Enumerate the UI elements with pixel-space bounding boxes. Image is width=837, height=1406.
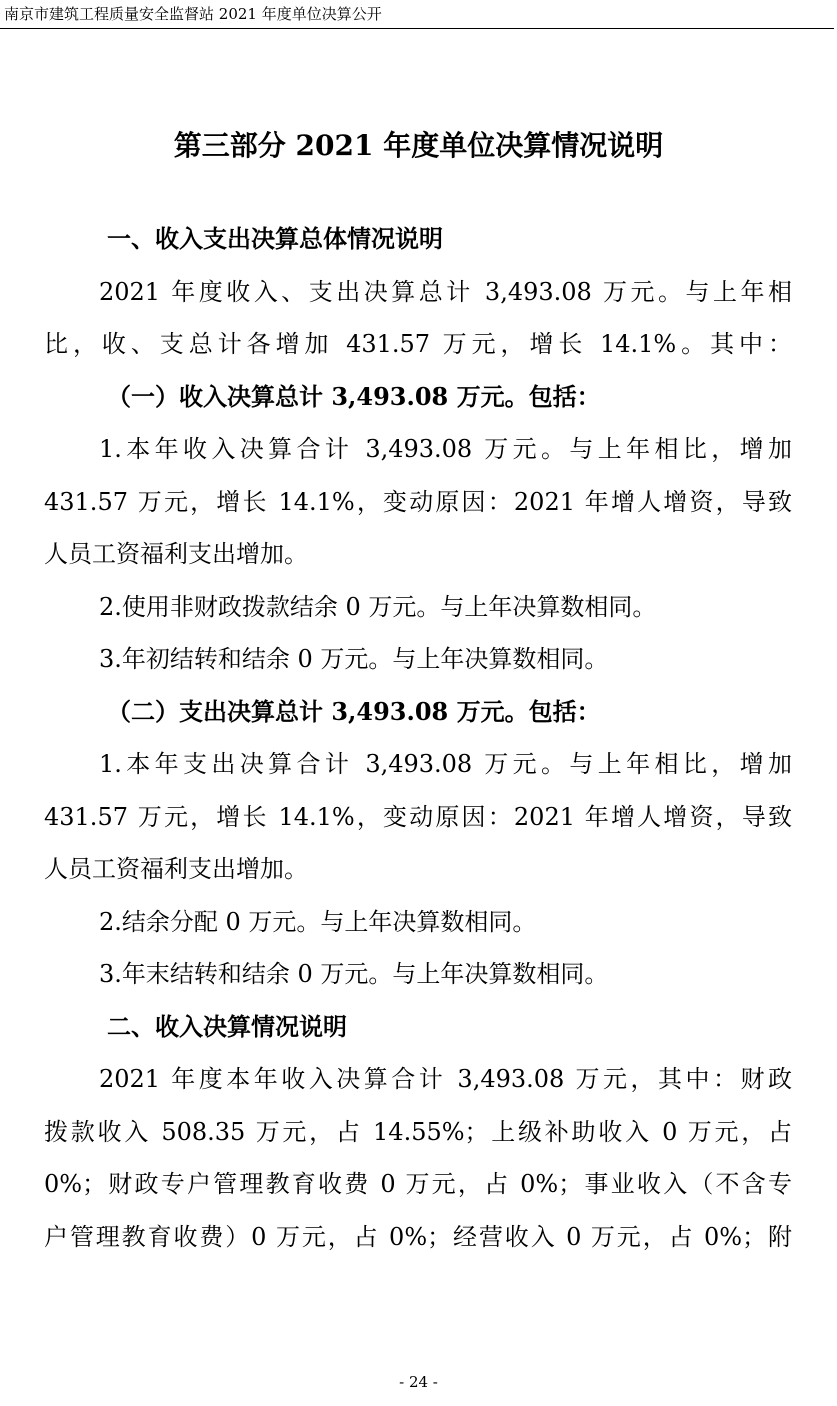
paragraph-line: 人员工资福利支出增加。 <box>44 540 308 568</box>
header-rule <box>0 28 834 29</box>
paragraph-line: 3.年初结转和结余 0 万元。与上年决算数相同。 <box>99 645 609 673</box>
paragraph-line: 拨款收入 508.35 万元，占 14.55%；上级补助收入 0 万元，占 <box>44 1117 792 1146</box>
paragraph-line: 0%；财政专户管理教育收费 0 万元，占 0%；事业收入（不含专 <box>44 1170 792 1198</box>
paragraph-line: 人员工资福利支出增加。 <box>44 855 308 883</box>
paragraph-line: 2.结余分配 0 万元。与上年决算数相同。 <box>99 907 537 936</box>
section-heading-2: 二、收入决算情况说明 <box>107 1011 347 1041</box>
document-body <box>44 213 792 1263</box>
running-header: 南京市建筑工程质量安全监督站 2021 年度单位决算公开 <box>4 5 382 23</box>
paragraph-line: 3.年末结转和结余 0 万元。与上年决算数相同。 <box>99 960 609 988</box>
paragraph-line: 2.使用非财政拨款结余 0 万元。与上年决算数相同。 <box>99 592 657 621</box>
paragraph-line: 2021 年度本年收入决算合计 3,493.08 万元，其中：财政 <box>99 1065 792 1093</box>
paragraph-line: 431.57 万元，增长 14.1%，变动原因：2021 年增人增资，导致 <box>44 802 792 831</box>
section-heading-1: 一、收入支出决算总体情况说明 <box>107 224 443 253</box>
subsection-heading-2: （二）支出决算总计 3,493.08 万元。包括： <box>107 696 601 726</box>
paragraph-line: 431.57 万元，增长 14.1%，变动原因：2021 年增人增资，导致 <box>44 487 792 516</box>
paragraph-line: 户管理教育收费）0 万元，占 0%；经营收入 0 万元，占 0%；附 <box>44 1222 792 1251</box>
paragraph-line: 2021 年度收入、支出决算总计 3,493.08 万元。与上年相 <box>99 277 792 306</box>
paragraph-line: 1.本年收入决算合计 3,493.08 万元。与上年相比，增加 <box>99 435 792 463</box>
subsection-heading-1: （一）收入决算总计 3,493.08 万元。包括： <box>107 381 601 411</box>
paragraph-line: 1.本年支出决算合计 3,493.08 万元。与上年相比，增加 <box>99 750 792 778</box>
page-title: 第三部分 2021 年度单位决算情况说明 <box>173 129 664 162</box>
page-number: - 24 - <box>399 1373 438 1391</box>
paragraph-line: 比，收、支总计各增加 431.57 万元，增长 14.1%。其中： <box>44 330 792 358</box>
